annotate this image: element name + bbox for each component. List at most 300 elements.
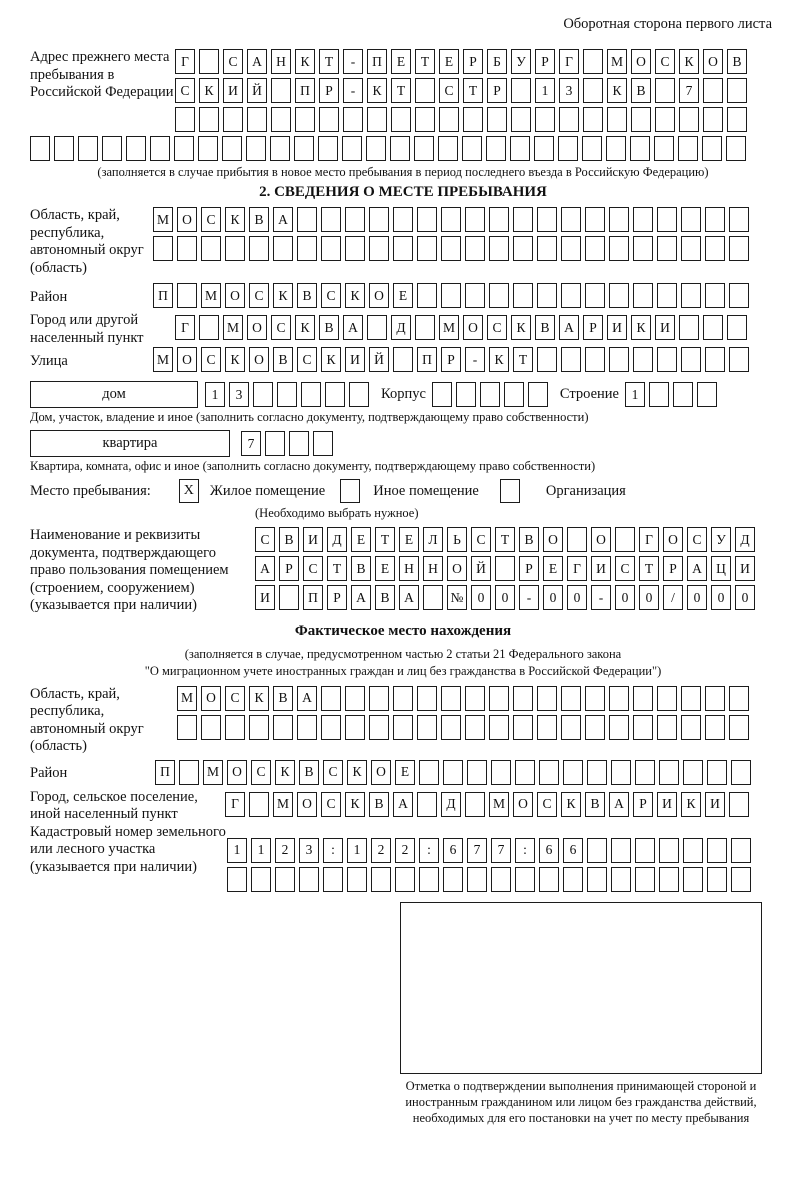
char-cell[interactable] <box>729 283 749 308</box>
char-cell[interactable]: В <box>249 207 269 232</box>
char-cell[interactable]: О <box>543 527 563 552</box>
char-cell[interactable]: И <box>607 315 627 340</box>
char-cell[interactable] <box>633 207 653 232</box>
char-cell[interactable]: С <box>175 78 195 103</box>
char-cell[interactable] <box>587 760 607 785</box>
char-cell[interactable] <box>369 686 389 711</box>
char-cell[interactable] <box>587 838 607 863</box>
char-cell[interactable]: М <box>607 49 627 74</box>
char-cell[interactable]: Д <box>441 792 461 817</box>
char-cell[interactable] <box>609 347 629 372</box>
char-cell[interactable]: - <box>343 49 363 74</box>
char-cell[interactable]: О <box>591 527 611 552</box>
char-cell[interactable] <box>177 236 197 261</box>
char-cell[interactable] <box>345 686 365 711</box>
char-cell[interactable] <box>703 315 723 340</box>
char-cell[interactable]: К <box>199 78 219 103</box>
char-cell[interactable] <box>432 382 452 407</box>
char-cell[interactable] <box>313 431 333 456</box>
char-cell[interactable]: К <box>347 760 367 785</box>
char-cell[interactable] <box>289 431 309 456</box>
char-cell[interactable] <box>654 136 674 161</box>
char-cell[interactable] <box>729 347 749 372</box>
char-cell[interactable] <box>633 283 653 308</box>
char-cell[interactable] <box>727 78 747 103</box>
char-cell[interactable]: А <box>297 686 317 711</box>
char-cell[interactable] <box>657 236 677 261</box>
char-cell[interactable] <box>175 107 195 132</box>
char-cell[interactable]: Б <box>487 49 507 74</box>
char-cell[interactable] <box>414 136 434 161</box>
char-cell[interactable]: В <box>519 527 539 552</box>
char-cell[interactable]: Г <box>559 49 579 74</box>
char-cell[interactable]: С <box>439 78 459 103</box>
char-cell[interactable]: Л <box>423 527 443 552</box>
char-cell[interactable]: О <box>369 283 389 308</box>
char-cell[interactable] <box>683 867 703 892</box>
char-cell[interactable] <box>681 715 701 740</box>
char-cell[interactable] <box>279 585 299 610</box>
char-cell[interactable]: В <box>727 49 747 74</box>
char-cell[interactable]: Е <box>439 49 459 74</box>
char-cell[interactable]: П <box>153 283 173 308</box>
char-cell[interactable] <box>729 715 749 740</box>
char-cell[interactable]: Р <box>519 556 539 581</box>
char-cell[interactable] <box>467 760 487 785</box>
char-cell[interactable] <box>657 207 677 232</box>
char-cell[interactable] <box>174 136 194 161</box>
char-cell[interactable] <box>635 867 655 892</box>
char-cell[interactable] <box>441 207 461 232</box>
char-cell[interactable]: 0 <box>639 585 659 610</box>
char-cell[interactable] <box>679 315 699 340</box>
char-cell[interactable]: Й <box>369 347 389 372</box>
char-cell[interactable] <box>465 792 485 817</box>
char-cell[interactable]: В <box>375 585 395 610</box>
char-cell[interactable] <box>463 107 483 132</box>
char-cell[interactable] <box>443 760 463 785</box>
char-cell[interactable] <box>731 838 751 863</box>
char-cell[interactable] <box>465 207 485 232</box>
char-cell[interactable]: О <box>227 760 247 785</box>
char-cell[interactable]: - <box>519 585 539 610</box>
char-cell[interactable]: К <box>561 792 581 817</box>
char-cell[interactable] <box>465 686 485 711</box>
char-cell[interactable] <box>223 107 243 132</box>
char-cell[interactable] <box>443 867 463 892</box>
char-cell[interactable] <box>323 867 343 892</box>
char-cell[interactable] <box>563 760 583 785</box>
char-cell[interactable]: У <box>711 527 731 552</box>
char-cell[interactable]: Р <box>583 315 603 340</box>
char-cell[interactable]: К <box>321 347 341 372</box>
char-cell[interactable] <box>567 527 587 552</box>
char-cell[interactable] <box>441 715 461 740</box>
char-cell[interactable]: О <box>463 315 483 340</box>
char-cell[interactable]: В <box>319 315 339 340</box>
char-cell[interactable]: С <box>487 315 507 340</box>
char-cell[interactable]: П <box>155 760 175 785</box>
char-cell[interactable]: К <box>489 347 509 372</box>
char-cell[interactable]: 2 <box>371 838 391 863</box>
char-cell[interactable] <box>299 867 319 892</box>
char-cell[interactable]: И <box>735 556 755 581</box>
char-cell[interactable] <box>367 315 387 340</box>
char-cell[interactable]: А <box>255 556 275 581</box>
char-cell[interactable] <box>225 236 245 261</box>
char-cell[interactable] <box>657 347 677 372</box>
char-cell[interactable]: М <box>177 686 197 711</box>
char-cell[interactable]: 1 <box>251 838 271 863</box>
char-cell[interactable] <box>225 715 245 740</box>
char-cell[interactable]: К <box>631 315 651 340</box>
char-cell[interactable] <box>345 236 365 261</box>
char-cell[interactable]: 0 <box>495 585 515 610</box>
char-cell[interactable] <box>265 431 285 456</box>
char-cell[interactable] <box>417 715 437 740</box>
char-cell[interactable]: К <box>225 207 245 232</box>
char-cell[interactable]: 0 <box>615 585 635 610</box>
char-cell[interactable] <box>489 236 509 261</box>
char-cell[interactable] <box>513 715 533 740</box>
char-cell[interactable] <box>179 760 199 785</box>
char-cell[interactable] <box>561 236 581 261</box>
char-cell[interactable]: - <box>591 585 611 610</box>
char-cell[interactable]: С <box>201 347 221 372</box>
char-cell[interactable]: 0 <box>711 585 731 610</box>
char-cell[interactable]: В <box>279 527 299 552</box>
char-cell[interactable]: О <box>225 283 245 308</box>
char-cell[interactable] <box>487 107 507 132</box>
char-cell[interactable] <box>199 107 219 132</box>
char-cell[interactable]: О <box>297 792 317 817</box>
char-cell[interactable] <box>537 207 557 232</box>
char-cell[interactable]: В <box>369 792 389 817</box>
char-cell[interactable] <box>347 867 367 892</box>
char-cell[interactable] <box>199 315 219 340</box>
char-cell[interactable]: П <box>417 347 437 372</box>
char-cell[interactable] <box>513 283 533 308</box>
char-cell[interactable] <box>417 792 437 817</box>
char-cell[interactable]: С <box>303 556 323 581</box>
char-cell[interactable]: Г <box>225 792 245 817</box>
char-cell[interactable]: Н <box>399 556 419 581</box>
char-cell[interactable] <box>681 207 701 232</box>
char-cell[interactable] <box>657 686 677 711</box>
char-cell[interactable]: Р <box>327 585 347 610</box>
char-cell[interactable] <box>705 283 725 308</box>
char-cell[interactable] <box>635 760 655 785</box>
char-cell[interactable]: 1 <box>625 382 645 407</box>
char-cell[interactable] <box>489 715 509 740</box>
char-cell[interactable]: С <box>655 49 675 74</box>
char-cell[interactable] <box>467 867 487 892</box>
char-cell[interactable]: Й <box>247 78 267 103</box>
char-cell[interactable]: К <box>345 792 365 817</box>
char-cell[interactable] <box>657 283 677 308</box>
char-cell[interactable]: В <box>273 347 293 372</box>
char-cell[interactable] <box>486 136 506 161</box>
char-cell[interactable] <box>633 686 653 711</box>
char-cell[interactable]: Р <box>633 792 653 817</box>
char-cell[interactable] <box>295 107 315 132</box>
char-cell[interactable] <box>558 136 578 161</box>
char-cell[interactable]: 0 <box>543 585 563 610</box>
char-cell[interactable] <box>438 136 458 161</box>
char-cell[interactable] <box>273 236 293 261</box>
char-cell[interactable] <box>729 686 749 711</box>
char-cell[interactable]: С <box>225 686 245 711</box>
char-cell[interactable] <box>633 715 653 740</box>
char-cell[interactable]: А <box>559 315 579 340</box>
char-cell[interactable] <box>345 715 365 740</box>
char-cell[interactable]: С <box>615 556 635 581</box>
char-cell[interactable] <box>681 236 701 261</box>
char-cell[interactable]: О <box>447 556 467 581</box>
char-cell[interactable]: - <box>343 78 363 103</box>
char-cell[interactable] <box>513 236 533 261</box>
char-cell[interactable] <box>369 715 389 740</box>
char-cell[interactable]: : <box>515 838 535 863</box>
char-cell[interactable]: С <box>271 315 291 340</box>
char-cell[interactable] <box>515 867 535 892</box>
char-cell[interactable]: Д <box>735 527 755 552</box>
char-cell[interactable] <box>609 283 629 308</box>
char-cell[interactable]: О <box>371 760 391 785</box>
char-cell[interactable] <box>465 715 485 740</box>
char-cell[interactable] <box>369 207 389 232</box>
char-cell[interactable]: О <box>631 49 651 74</box>
char-cell[interactable] <box>253 382 273 407</box>
char-cell[interactable] <box>609 715 629 740</box>
char-cell[interactable]: С <box>321 792 341 817</box>
char-cell[interactable]: В <box>273 686 293 711</box>
char-cell[interactable]: Г <box>175 315 195 340</box>
char-cell[interactable]: С <box>471 527 491 552</box>
char-cell[interactable] <box>227 867 247 892</box>
char-cell[interactable]: К <box>225 347 245 372</box>
char-cell[interactable] <box>126 136 146 161</box>
char-cell[interactable] <box>325 382 345 407</box>
char-cell[interactable] <box>177 283 197 308</box>
char-cell[interactable] <box>367 107 387 132</box>
char-cell[interactable]: Р <box>663 556 683 581</box>
char-cell[interactable] <box>585 207 605 232</box>
char-cell[interactable] <box>635 838 655 863</box>
checkbox-zhiloe[interactable]: X <box>179 479 199 503</box>
char-cell[interactable] <box>321 686 341 711</box>
char-cell[interactable]: У <box>511 49 531 74</box>
char-cell[interactable]: К <box>607 78 627 103</box>
char-cell[interactable] <box>222 136 242 161</box>
char-cell[interactable] <box>247 107 267 132</box>
char-cell[interactable]: М <box>273 792 293 817</box>
char-cell[interactable] <box>681 283 701 308</box>
char-cell[interactable]: - <box>465 347 485 372</box>
char-cell[interactable]: Т <box>319 49 339 74</box>
char-cell[interactable]: П <box>303 585 323 610</box>
char-cell[interactable] <box>539 760 559 785</box>
char-cell[interactable]: М <box>439 315 459 340</box>
char-cell[interactable] <box>563 867 583 892</box>
char-cell[interactable] <box>511 107 531 132</box>
char-cell[interactable] <box>393 715 413 740</box>
char-cell[interactable] <box>78 136 98 161</box>
char-cell[interactable] <box>198 136 218 161</box>
char-cell[interactable] <box>534 136 554 161</box>
char-cell[interactable] <box>321 715 341 740</box>
char-cell[interactable] <box>726 136 746 161</box>
char-cell[interactable]: И <box>345 347 365 372</box>
char-cell[interactable] <box>729 792 749 817</box>
char-cell[interactable] <box>441 686 461 711</box>
char-cell[interactable]: К <box>249 686 269 711</box>
char-cell[interactable] <box>606 136 626 161</box>
char-cell[interactable] <box>727 315 747 340</box>
char-cell[interactable]: Д <box>327 527 347 552</box>
char-cell[interactable]: Е <box>395 760 415 785</box>
char-cell[interactable] <box>297 207 317 232</box>
char-cell[interactable]: К <box>295 315 315 340</box>
char-cell[interactable] <box>707 760 727 785</box>
char-cell[interactable] <box>583 107 603 132</box>
char-cell[interactable]: 7 <box>467 838 487 863</box>
char-cell[interactable] <box>511 78 531 103</box>
char-cell[interactable] <box>707 838 727 863</box>
char-cell[interactable]: Р <box>535 49 555 74</box>
char-cell[interactable] <box>417 283 437 308</box>
char-cell[interactable] <box>319 107 339 132</box>
char-cell[interactable] <box>585 715 605 740</box>
char-cell[interactable] <box>495 556 515 581</box>
char-cell[interactable]: Е <box>391 49 411 74</box>
char-cell[interactable]: 6 <box>443 838 463 863</box>
char-cell[interactable] <box>611 838 631 863</box>
char-cell[interactable]: П <box>367 49 387 74</box>
char-cell[interactable] <box>678 136 698 161</box>
char-cell[interactable]: С <box>323 760 343 785</box>
char-cell[interactable]: О <box>703 49 723 74</box>
char-cell[interactable]: 7 <box>491 838 511 863</box>
char-cell[interactable] <box>731 760 751 785</box>
char-cell[interactable] <box>393 347 413 372</box>
char-cell[interactable] <box>366 136 386 161</box>
char-cell[interactable]: А <box>687 556 707 581</box>
char-cell[interactable] <box>537 283 557 308</box>
char-cell[interactable]: С <box>251 760 271 785</box>
char-cell[interactable] <box>681 686 701 711</box>
char-cell[interactable] <box>275 867 295 892</box>
char-cell[interactable]: Е <box>375 556 395 581</box>
char-cell[interactable]: М <box>201 283 221 308</box>
char-cell[interactable]: А <box>273 207 293 232</box>
char-cell[interactable] <box>655 107 675 132</box>
char-cell[interactable] <box>727 107 747 132</box>
char-cell[interactable]: А <box>343 315 363 340</box>
char-cell[interactable]: Ь <box>447 527 467 552</box>
char-cell[interactable] <box>271 78 291 103</box>
char-cell[interactable] <box>465 236 485 261</box>
char-cell[interactable] <box>277 382 297 407</box>
char-cell[interactable]: Р <box>279 556 299 581</box>
char-cell[interactable] <box>559 107 579 132</box>
char-cell[interactable]: Т <box>391 78 411 103</box>
char-cell[interactable] <box>513 686 533 711</box>
char-cell[interactable] <box>561 686 581 711</box>
char-cell[interactable] <box>439 107 459 132</box>
char-cell[interactable] <box>177 715 197 740</box>
char-cell[interactable]: Р <box>319 78 339 103</box>
char-cell[interactable]: К <box>295 49 315 74</box>
char-cell[interactable]: Т <box>375 527 395 552</box>
char-cell[interactable] <box>345 207 365 232</box>
char-cell[interactable] <box>251 867 271 892</box>
char-cell[interactable]: К <box>275 760 295 785</box>
char-cell[interactable] <box>561 207 581 232</box>
char-cell[interactable] <box>615 527 635 552</box>
char-cell[interactable] <box>419 867 439 892</box>
char-cell[interactable]: Е <box>399 527 419 552</box>
char-cell[interactable]: Т <box>415 49 435 74</box>
char-cell[interactable] <box>609 207 629 232</box>
char-cell[interactable] <box>702 136 722 161</box>
char-cell[interactable] <box>419 760 439 785</box>
char-cell[interactable]: И <box>705 792 725 817</box>
char-cell[interactable]: О <box>663 527 683 552</box>
char-cell[interactable]: 7 <box>679 78 699 103</box>
char-cell[interactable]: К <box>345 283 365 308</box>
char-cell[interactable] <box>393 207 413 232</box>
char-cell[interactable]: 3 <box>559 78 579 103</box>
char-cell[interactable] <box>609 236 629 261</box>
char-cell[interactable] <box>489 207 509 232</box>
char-cell[interactable] <box>249 236 269 261</box>
char-cell[interactable] <box>441 283 461 308</box>
char-cell[interactable] <box>679 107 699 132</box>
char-cell[interactable] <box>30 136 50 161</box>
char-cell[interactable]: М <box>489 792 509 817</box>
char-cell[interactable]: М <box>223 315 243 340</box>
char-cell[interactable] <box>705 236 725 261</box>
char-cell[interactable] <box>297 715 317 740</box>
char-cell[interactable] <box>659 838 679 863</box>
char-cell[interactable] <box>294 136 314 161</box>
char-cell[interactable] <box>456 382 476 407</box>
char-cell[interactable] <box>150 136 170 161</box>
char-cell[interactable] <box>393 236 413 261</box>
char-cell[interactable] <box>611 760 631 785</box>
char-cell[interactable] <box>102 136 122 161</box>
char-cell[interactable]: 6 <box>539 838 559 863</box>
char-cell[interactable]: С <box>223 49 243 74</box>
char-cell[interactable] <box>393 686 413 711</box>
char-cell[interactable]: И <box>223 78 243 103</box>
char-cell[interactable] <box>273 715 293 740</box>
char-cell[interactable]: 2 <box>395 838 415 863</box>
char-cell[interactable] <box>417 686 437 711</box>
char-cell[interactable] <box>489 686 509 711</box>
char-cell[interactable]: В <box>351 556 371 581</box>
char-cell[interactable] <box>369 236 389 261</box>
char-cell[interactable]: С <box>255 527 275 552</box>
char-cell[interactable]: О <box>249 347 269 372</box>
char-cell[interactable] <box>489 283 509 308</box>
char-cell[interactable] <box>153 236 173 261</box>
char-cell[interactable]: К <box>511 315 531 340</box>
char-cell[interactable] <box>585 686 605 711</box>
char-cell[interactable] <box>609 686 629 711</box>
char-cell[interactable]: 6 <box>563 838 583 863</box>
